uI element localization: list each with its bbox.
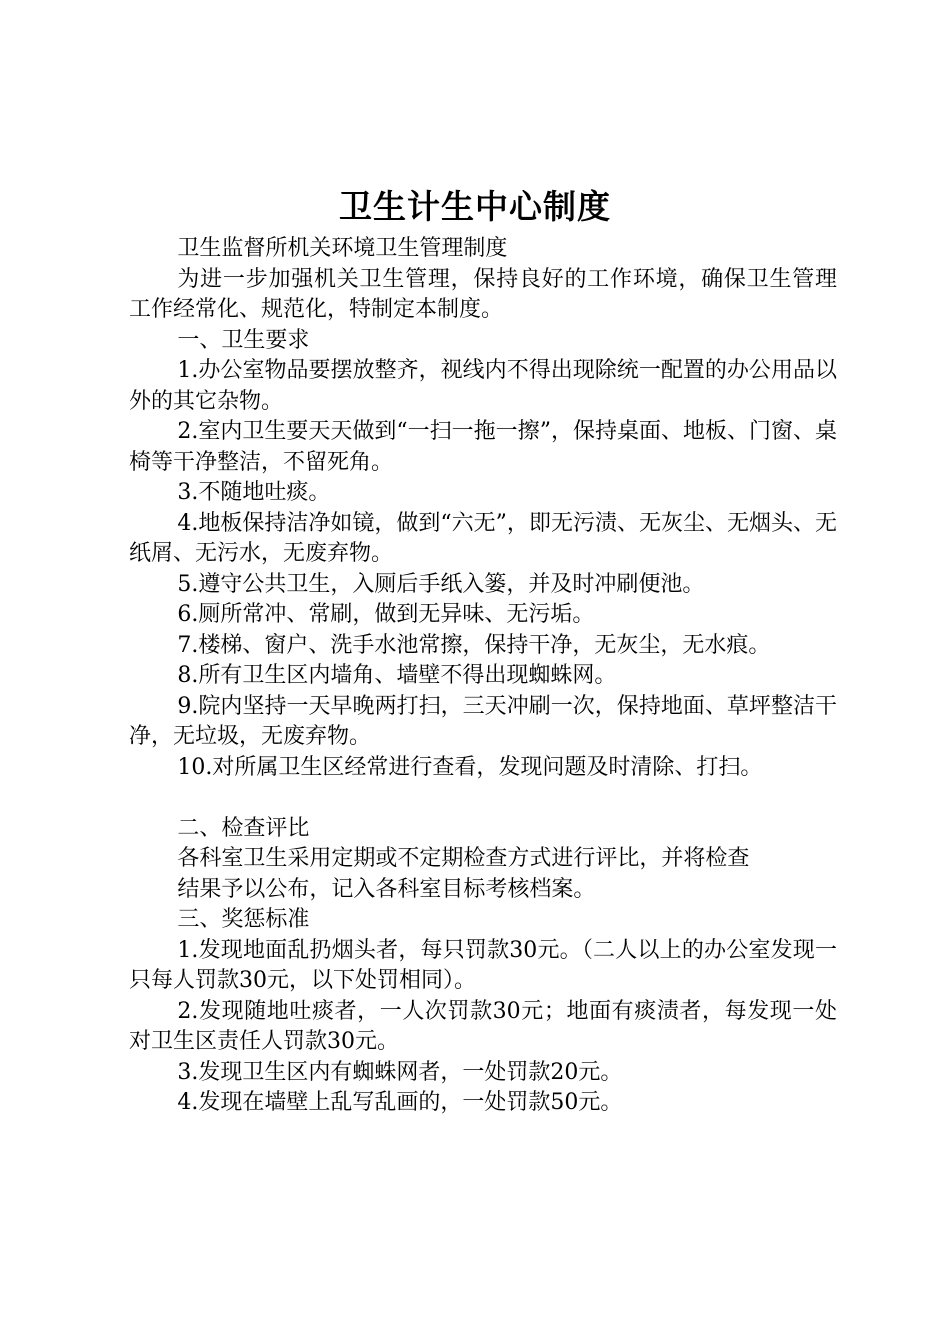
penalty-item: 4.发现在墙壁上乱写乱画的，一处罚款50元。 bbox=[177, 1090, 623, 1115]
penalty-item: 1.发现地面乱扔烟头者，每只罚款30元。（二人以上的办公室发现一只每人罚款30元，以下处罚相同）。 bbox=[129, 937, 837, 993]
penalty-item: 3.发现卫生区内有蜘蛛网者，一处罚款20元。 bbox=[177, 1059, 623, 1085]
requirement-item: 8.所有卫生区内墙角、墙壁不得出现蜘蛛网。 bbox=[177, 663, 617, 688]
section-heading-inspection: 二、检查评比 bbox=[177, 815, 310, 841]
document-title: 卫生计生中心制度 bbox=[339, 187, 611, 226]
blank-line bbox=[129, 783, 837, 814]
requirement-item: 9.院内坚持一天早晚两打扫，三天冲刷一次，保持地面、草坪整洁干净，无垃圾，无废弃物。 bbox=[129, 693, 837, 749]
requirement-item: 7.楼梯、窗户、洗手水池常擦，保持干净，无灰尘，无水痕。 bbox=[177, 632, 771, 658]
section-heading-requirements: 一、卫生要求 bbox=[177, 327, 310, 353]
requirement-item: 6.厕所常冲、常刷，做到无异味、无污垢。 bbox=[177, 602, 595, 627]
requirement-item: 3.不随地吐痰。 bbox=[177, 480, 331, 505]
requirement-item: 10.对所属卫生区经常进行查看，发现问题及时清除、打扫。 bbox=[177, 754, 763, 780]
requirement-item: 4.地板保持洁净如镜，做到“六无”，即无污渍、无灰尘、无烟头、无纸屑、无污水，无废弃物。 bbox=[129, 510, 837, 566]
inspection-line: 各科室卫生采用定期或不定期检查方式进行评比，并将检查 bbox=[177, 846, 750, 871]
requirement-item: 5.遵守公共卫生，入厕后手纸入篓，并及时冲刷便池。 bbox=[177, 571, 705, 597]
requirement-item: 1.办公室物品要摆放整齐，视线内不得出现除统一配置的办公用品以外的其它杂物。 bbox=[129, 358, 837, 414]
requirement-item: 2.室内卫生要天天做到“一扫一拖一擦”，保持桌面、地板、门窗、桌椅等干净整洁，不留死角。 bbox=[129, 419, 837, 475]
document-subtitle: 卫生监督所机关环境卫生管理制度 bbox=[177, 236, 508, 261]
document-body bbox=[129, 234, 837, 1119]
inspection-line: 结果予以公布，记入各科室目标考核档案。 bbox=[177, 876, 596, 902]
penalty-item: 2.发现随地吐痰者，一人次罚款30元；地面有痰渍者，每发现一处对卫生区责任人罚款30元。 bbox=[129, 998, 837, 1054]
section-heading-rewards-penalties: 三、奖惩标准 bbox=[177, 907, 310, 932]
intro-paragraph: 为进一步加强机关卫生管理，保持良好的工作环境，确保卫生管理工作经常化、规范化，特制定本制度。 bbox=[129, 266, 837, 322]
